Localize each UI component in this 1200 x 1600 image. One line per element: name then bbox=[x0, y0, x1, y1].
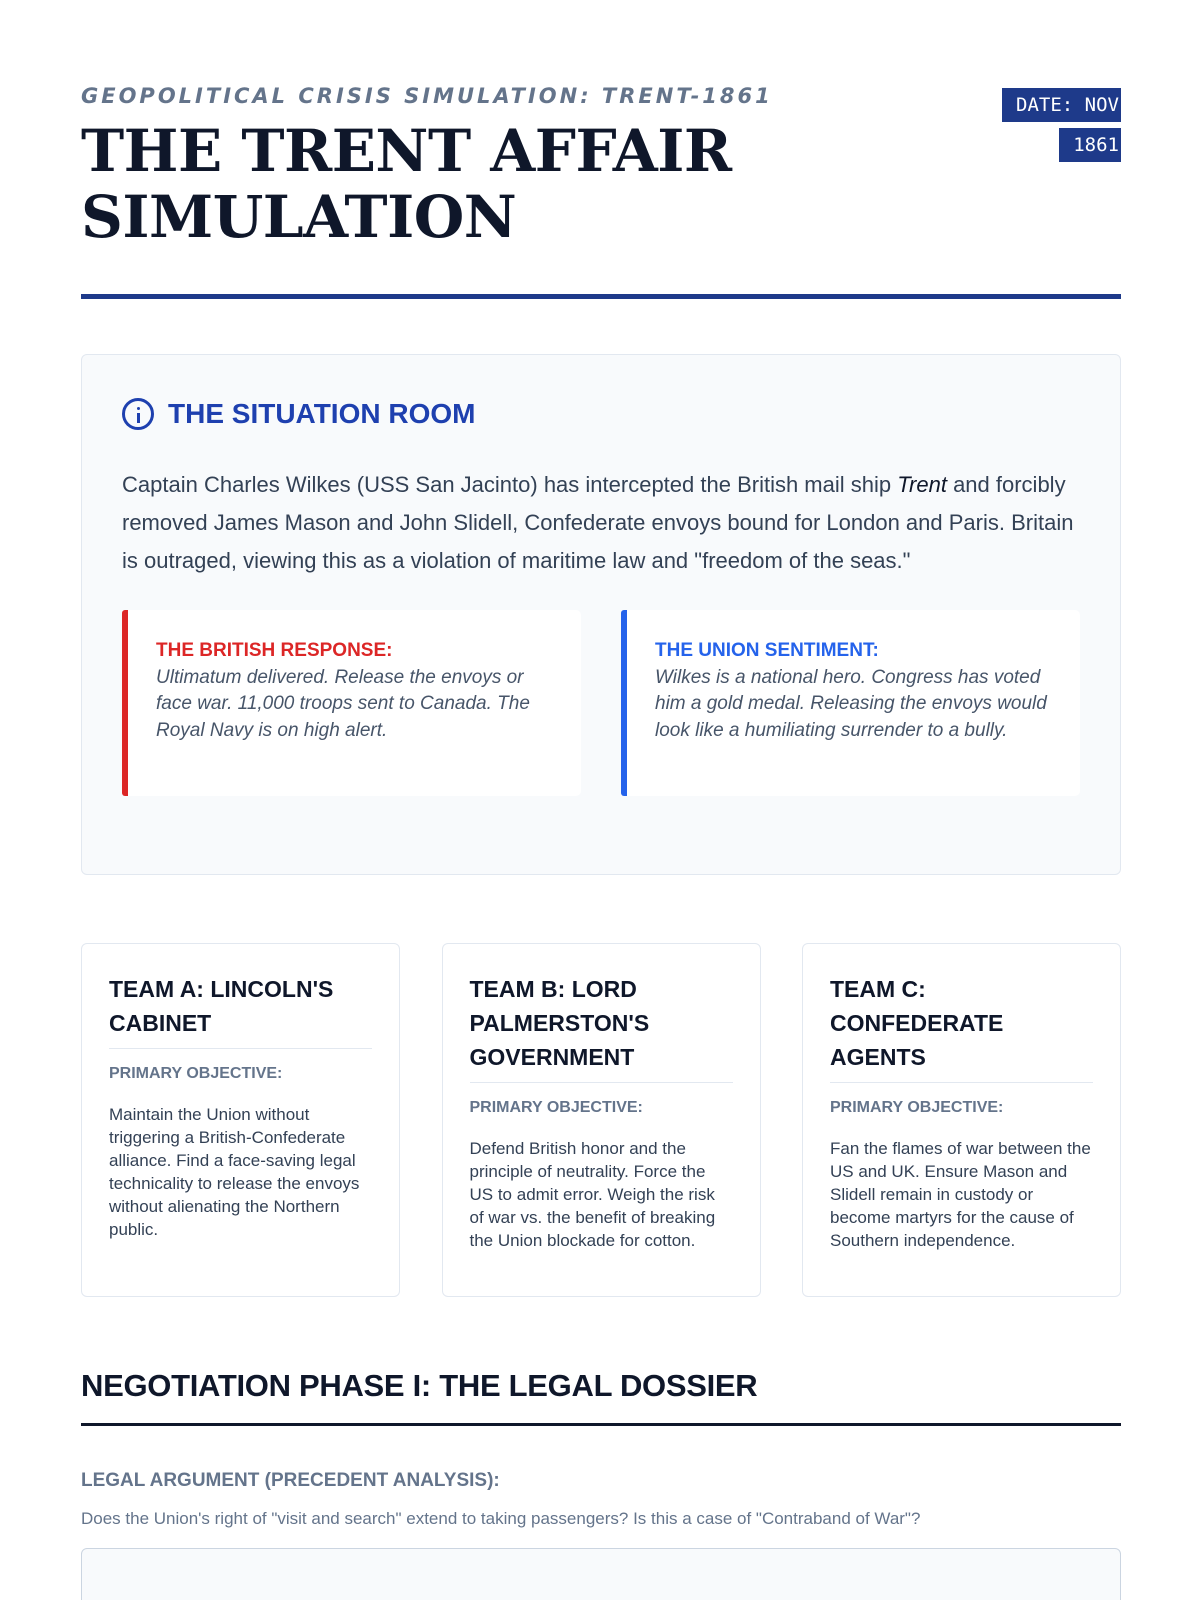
legal-question: Does the Union's right of "visit and search" extend to taking passengers? Is this a case of "Contraband of War"? bbox=[81, 1509, 921, 1528]
team-name: TEAM A: LINCOLN'S CABINET bbox=[109, 972, 372, 1049]
header bbox=[81, 0, 1121, 300]
date-badge-line1: DATE: NOV bbox=[1002, 88, 1121, 122]
british-response-callout bbox=[122, 610, 581, 796]
teams-row bbox=[81, 943, 1121, 1297]
union-sentiment-callout bbox=[621, 610, 1080, 796]
date-badge bbox=[999, 85, 1121, 165]
team-card-c bbox=[802, 943, 1121, 1297]
situation-room-panel bbox=[81, 354, 1121, 875]
page bbox=[81, 0, 1121, 1528]
team-card-b bbox=[442, 943, 761, 1297]
page-title: THE TRENT AFFAIR SIMULATION bbox=[81, 117, 732, 251]
callouts bbox=[122, 610, 1080, 796]
british-accent-bar bbox=[122, 610, 128, 796]
british-response-label: THE BRITISH RESPONSE: bbox=[156, 640, 393, 661]
union-sentiment-label: THE UNION SENTIMENT: bbox=[655, 640, 879, 661]
objective-text: Defend British honor and the principle of neutrality. Force the US to admit error. Weigh the risk of war vs. the benefit of breaking the Union blockade for cotton. bbox=[469, 1139, 716, 1250]
phase-divider bbox=[81, 1423, 1121, 1426]
header-divider bbox=[81, 294, 1121, 299]
objective-text: Fan the flames of war between the US and UK. Ensure Mason and Slidell remain in custody or become martyrs for the cause of Southern independence. bbox=[830, 1139, 1091, 1250]
legal-argument-textarea[interactable] bbox=[81, 1548, 1121, 1600]
situation-title: THE SITUATION ROOM bbox=[168, 398, 476, 429]
objective-label: PRIMARY OBJECTIVE: bbox=[830, 1099, 1004, 1116]
union-accent-bar bbox=[621, 610, 627, 796]
situation-text-start: Captain Charles Wilkes (USS San Jacinto) has intercepted the British mail ship bbox=[122, 472, 898, 497]
ship-name: Trent bbox=[897, 472, 947, 497]
objective-label: PRIMARY OBJECTIVE: bbox=[469, 1099, 643, 1116]
date-badge-line2: 1861 bbox=[1059, 128, 1121, 162]
team-card-a bbox=[81, 943, 400, 1297]
situation-heading bbox=[122, 395, 1080, 433]
situation-description bbox=[122, 466, 1082, 580]
union-sentiment-text: Wilkes is a national hero. Congress has voted him a gold medal. Releasing the envoys would look like a humiliating surrender to a bully. bbox=[655, 666, 1047, 741]
objective-label: PRIMARY OBJECTIVE: bbox=[109, 1065, 283, 1082]
simulation-kicker: GEOPOLITICAL CRISIS SIMULATION: TRENT-1861 bbox=[81, 84, 773, 108]
team-name: TEAM B: LORD PALMERSTON'S GOVERNMENT bbox=[470, 972, 733, 1083]
objective-text: Maintain the Union without triggering a British-Confederate alliance. Find a face-saving legal technicality to release the envoys without alienating the Northern public. bbox=[109, 1105, 360, 1239]
info-icon bbox=[122, 398, 154, 430]
team-name: TEAM C: CONFEDERATE AGENTS bbox=[830, 972, 1093, 1083]
legal-argument-label: LEGAL ARGUMENT (PRECEDENT ANALYSIS): bbox=[81, 1470, 500, 1491]
british-response-text: Ultimatum delivered. Release the envoys or face war. 11,000 troops sent to Canada. The Royal Navy is on high alert. bbox=[156, 666, 530, 741]
phase-title: NEGOTIATION PHASE I: THE LEGAL DOSSIER bbox=[81, 1368, 758, 1403]
situation-text-end: and forcibly removed James Mason and John Slidell, Confederate envoys bound for London and Paris. Britain is outraged, viewing this as a violation of maritime law and "freedom of the seas." bbox=[122, 472, 1074, 573]
